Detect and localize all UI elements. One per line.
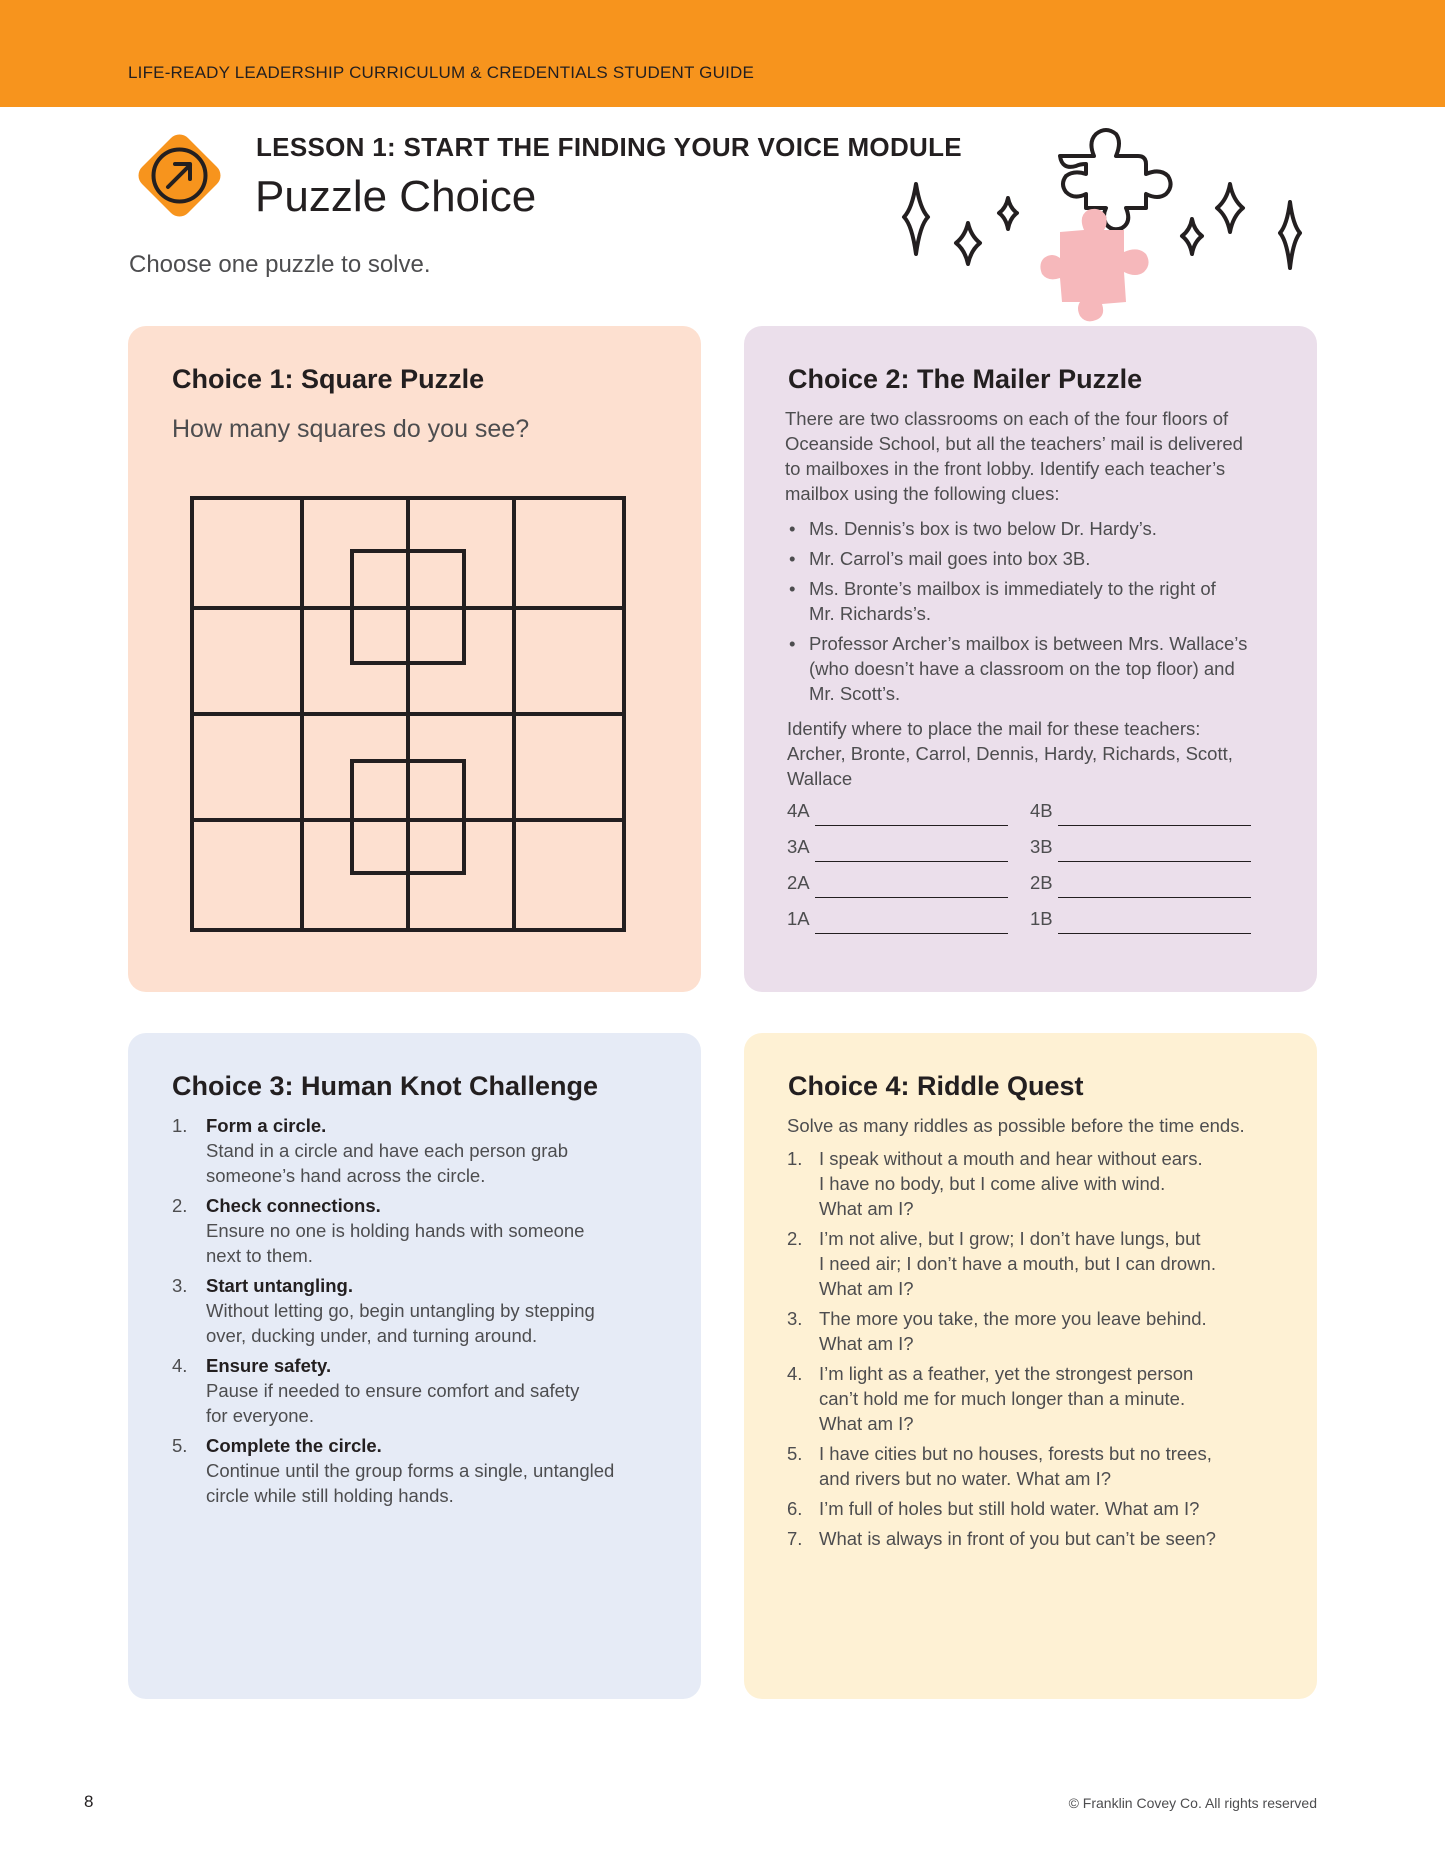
card-title: Choice 2: The Mailer Puzzle bbox=[788, 364, 1143, 394]
sparkle-icon bbox=[1182, 219, 1202, 254]
choice-4-card bbox=[744, 1033, 1317, 1699]
clue-list bbox=[787, 516, 1277, 711]
sparkle-icon bbox=[904, 184, 928, 254]
answer-blank[interactable]: 1A bbox=[787, 908, 1017, 938]
text-line: Oceanside School, but all the teachers’ mail is delivered bbox=[785, 433, 1243, 454]
lesson-label: LESSON 1: START THE FINDING YOUR VOICE MODULE bbox=[256, 132, 962, 162]
list-item: • Professor Archer’s mailbox is between Mrs. Wallace’s (who doesn’t have a classroom on the top floor) and Mr. Scott’s. bbox=[789, 633, 1248, 704]
choice-3-card bbox=[128, 1033, 701, 1699]
mailer-intro bbox=[785, 406, 1285, 506]
choice-1-card bbox=[128, 326, 701, 992]
header-bar bbox=[0, 0, 1445, 107]
arrow-diamond-icon bbox=[128, 124, 231, 227]
mailbox-answer-grid bbox=[787, 800, 1287, 944]
sparkle-icon bbox=[956, 223, 980, 264]
list-item: 3. The more you take, the more you leave behind. What am I? bbox=[787, 1308, 1207, 1354]
text-line: to mailboxes in the front lobby. Identify each teacher’s bbox=[785, 458, 1226, 479]
page-number: 8 bbox=[84, 1792, 94, 1811]
text-line: There are two classrooms on each of the four floors of bbox=[785, 408, 1229, 429]
answer-blank[interactable]: 3B bbox=[1030, 836, 1260, 866]
list-item: 5. Complete the circle. Continue until the group forms a single, untangled circle while still holding hands. bbox=[172, 1435, 615, 1506]
card-question: How many squares do you see? bbox=[172, 415, 530, 443]
list-item: 4. I’m light as a feather, yet the strongest person can’t hold me for much longer than a minute. What am I? bbox=[787, 1363, 1194, 1434]
riddle-intro: Solve as many riddles as possible before the time ends. bbox=[787, 1115, 1245, 1136]
answer-blank[interactable]: 3A bbox=[787, 836, 1017, 866]
card-title: Choice 1: Square Puzzle bbox=[172, 364, 485, 394]
decoration bbox=[880, 112, 1320, 327]
answer-blank[interactable]: 2B bbox=[1030, 872, 1260, 902]
list-item: 6. I’m full of holes but still hold water. What am I? bbox=[787, 1498, 1200, 1519]
mailer-instruction: Identify where to place the mail for these teachers: Archer, Bronte, Carrol, Dennis, Hardy, Richards, Scott, Wallace bbox=[787, 718, 1233, 789]
instruction-text: Choose one puzzle to solve. bbox=[129, 251, 431, 278]
card-title: Choice 3: Human Knot Challenge bbox=[172, 1071, 599, 1101]
list-item: 1. Form a circle. Stand in a circle and have each person grab someone’s hand across the circle. bbox=[172, 1115, 569, 1186]
step-list bbox=[172, 1113, 672, 1513]
list-item: • Ms. Bronte’s mailbox is immediately to the right of Mr. Richards’s. bbox=[789, 578, 1216, 624]
square-puzzle-figure bbox=[190, 496, 626, 932]
answer-blank[interactable]: 1B bbox=[1030, 908, 1260, 938]
list-item: 4. Ensure safety. Pause if needed to ensure comfort and safety for everyone. bbox=[172, 1355, 580, 1426]
list-item: 7. What is always in front of you but can’t be seen? bbox=[787, 1528, 1216, 1549]
list-item: 2. Check connections. Ensure no one is holding hands with someone next to them. bbox=[172, 1195, 585, 1266]
riddle-list bbox=[787, 1146, 1287, 1556]
puzzle-piece-outline-icon bbox=[1060, 130, 1171, 229]
sparkle-icon bbox=[999, 198, 1017, 229]
copyright: © Franklin Covey Co. All rights reserved bbox=[1068, 1795, 1317, 1811]
list-item: 2. I’m not alive, but I grow; I don’t have lungs, but I need air; I don’t have a mouth, but I can drown. What am I? bbox=[787, 1228, 1216, 1299]
card-title: Choice 4: Riddle Quest bbox=[788, 1071, 1084, 1101]
answer-blank[interactable]: 4A bbox=[787, 800, 1017, 830]
list-item: 3. Start untangling. Without letting go, begin untangling by stepping over, ducking under, and turning around. bbox=[172, 1275, 595, 1346]
list-item: • Ms. Dennis’s box is two below Dr. Hardy’s. bbox=[789, 518, 1157, 539]
list-item: • Mr. Carrol’s mail goes into box 3B. bbox=[789, 548, 1091, 569]
puzzle-piece-pink-icon bbox=[1040, 209, 1148, 321]
list-item: 1. I speak without a mouth and hear without ears. I have no body, but I come alive with wind. What am I? bbox=[787, 1148, 1203, 1219]
list-item: 5. I have cities but no houses, forests but no trees, and rivers but no water. What am I? bbox=[787, 1443, 1212, 1489]
answer-blank[interactable]: 2A bbox=[787, 872, 1017, 902]
sparkle-icon bbox=[1280, 202, 1300, 268]
answer-blank[interactable]: 4B bbox=[1030, 800, 1260, 830]
page-title: Puzzle Choice bbox=[255, 172, 537, 221]
sparkle-icon bbox=[1217, 184, 1243, 232]
choice-2-card bbox=[744, 326, 1317, 992]
guide-title: LIFE-READY LEADERSHIP CURRICULUM & CREDENTIALS STUDENT GUIDE bbox=[128, 63, 755, 82]
text-line: mailbox using the following clues: bbox=[785, 483, 1060, 504]
